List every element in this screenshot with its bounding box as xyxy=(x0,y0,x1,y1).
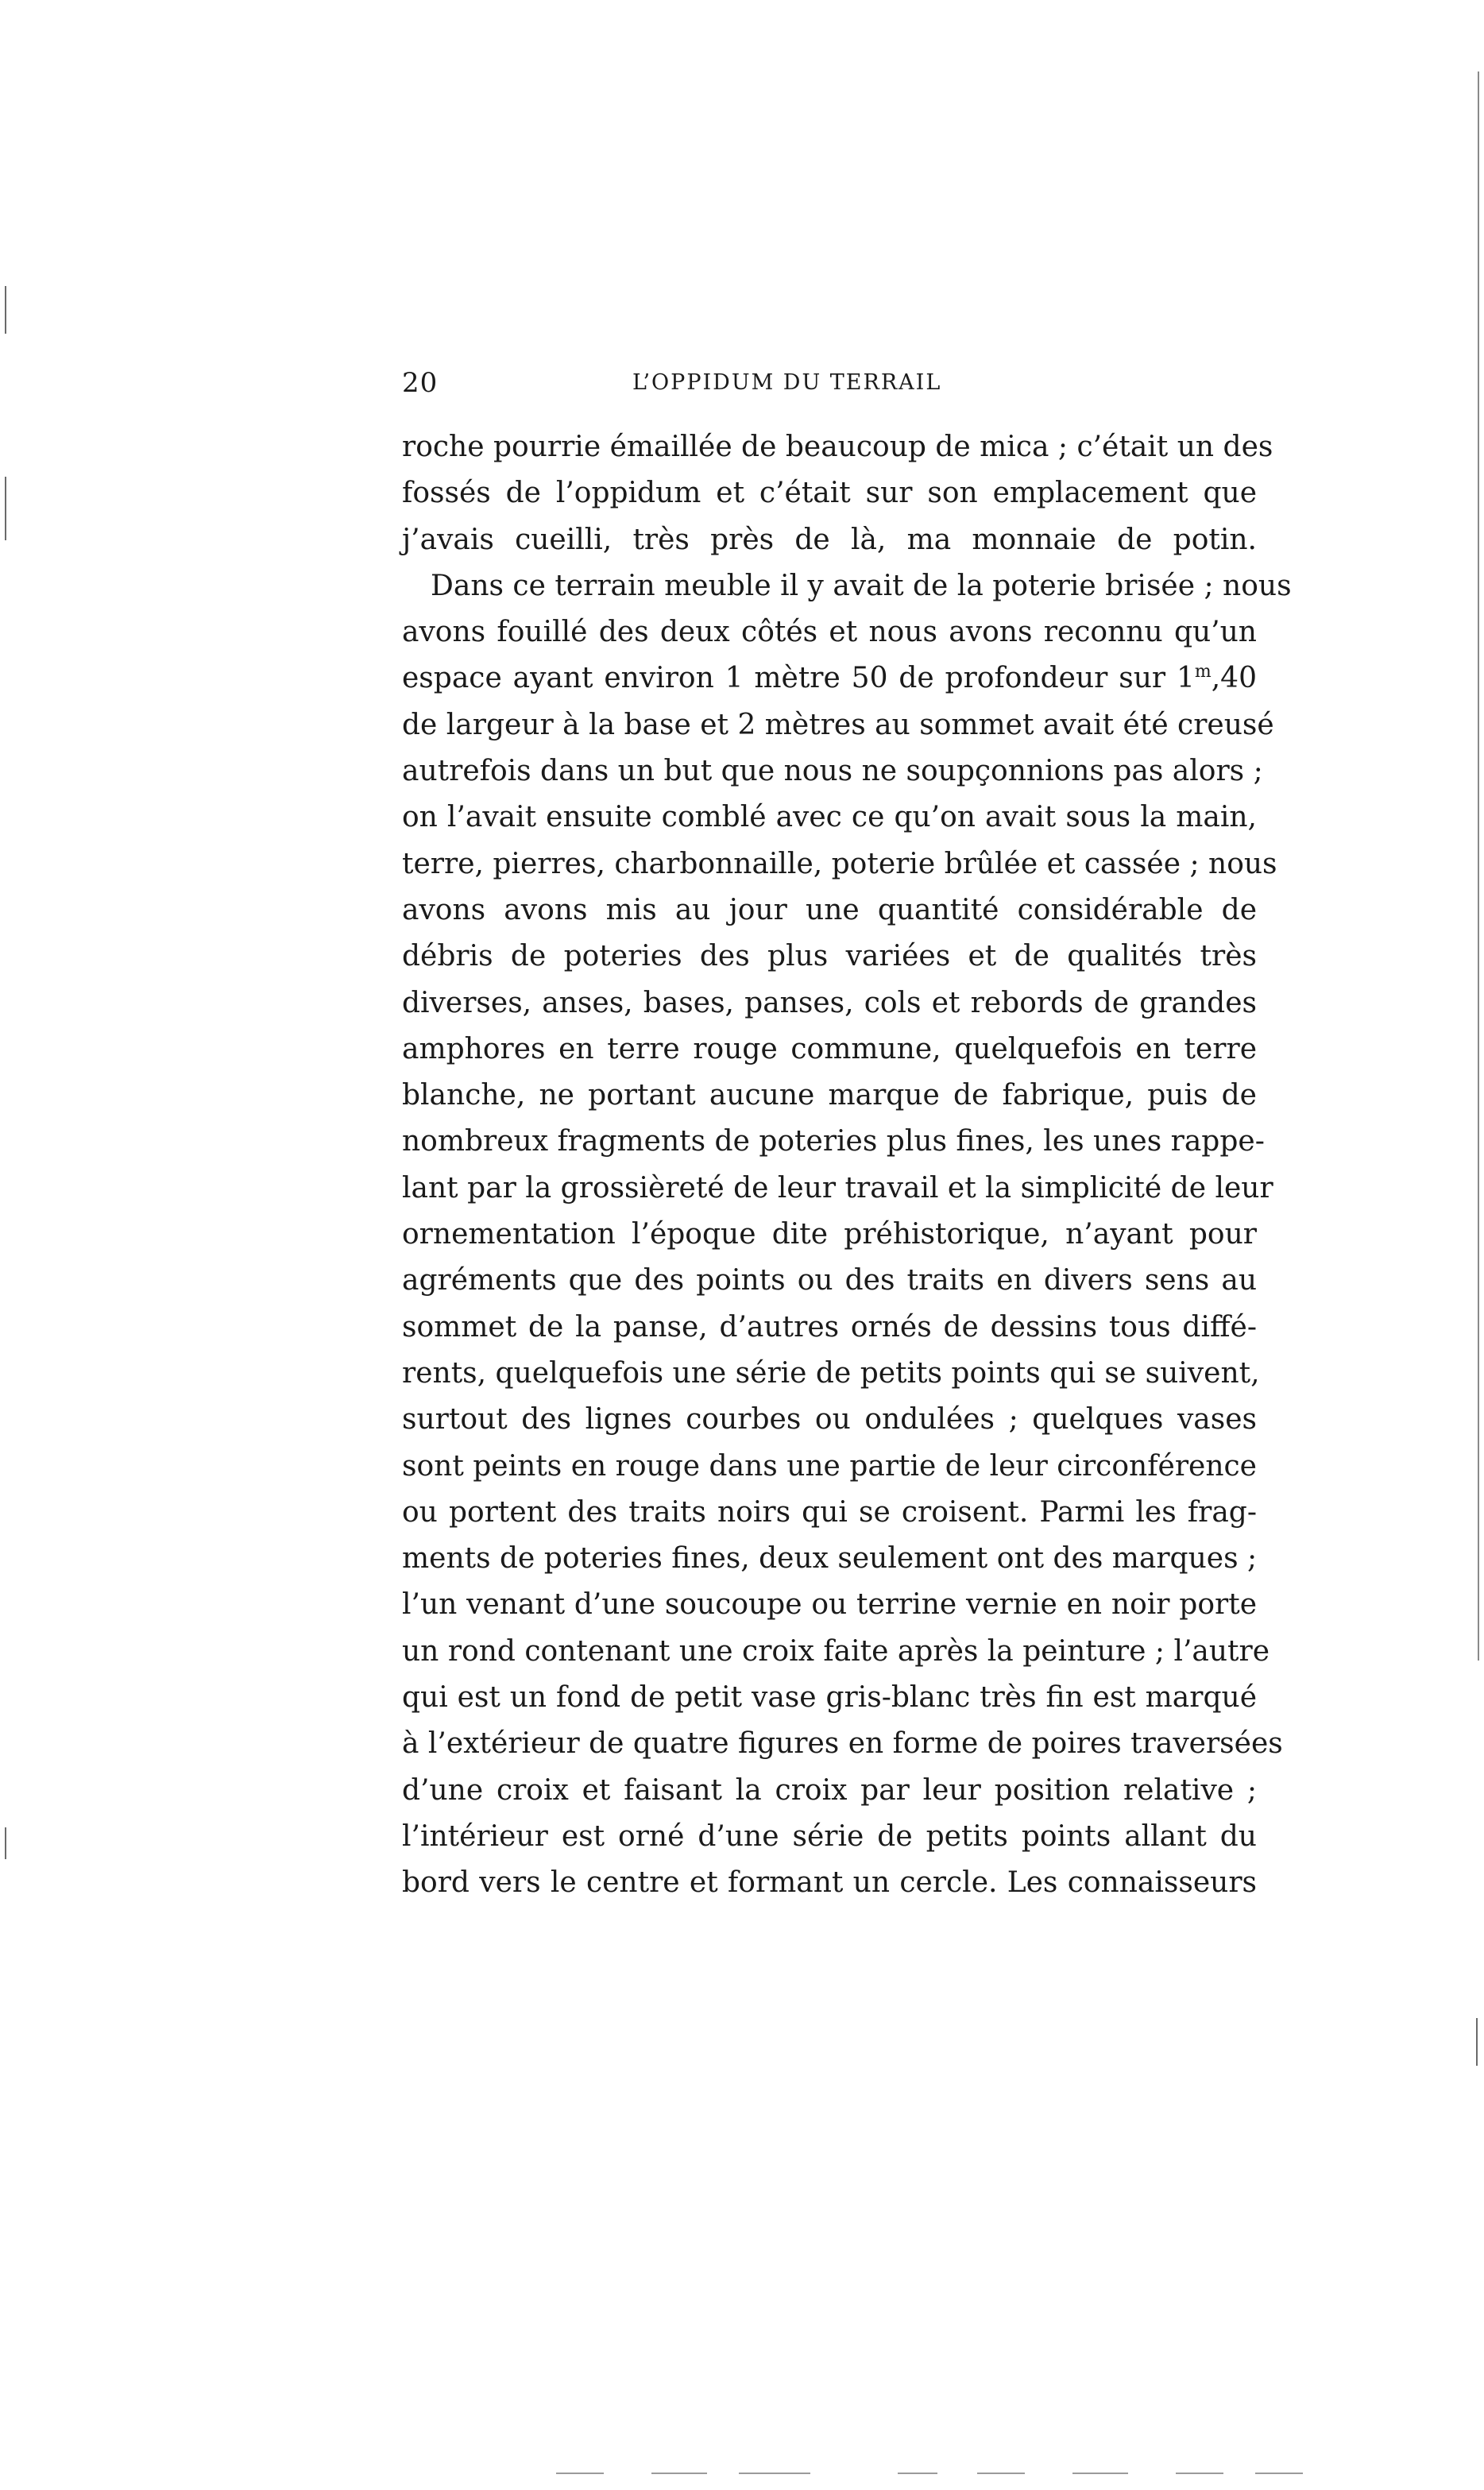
page-number: 20 xyxy=(402,367,439,399)
measure-superscript: m xyxy=(1194,662,1212,682)
text-line: l’intérieur est orné d’une série de petits points allant du xyxy=(402,1819,1257,1853)
text-line: ments de poteries fines, deux seulement ont des marques ; xyxy=(402,1542,1258,1576)
left-edge-mark xyxy=(5,477,6,540)
text-line: surtout des lignes courbes ou ondulées ; quelques vases xyxy=(402,1403,1257,1436)
text-line-with-measure xyxy=(402,655,1257,702)
text-line: avons avons mis au jour une quantité considérable de xyxy=(402,893,1257,926)
left-edge-mark xyxy=(5,286,6,334)
text-line: l’un venant d’une soucoupe ou terrine vernie en noir porte xyxy=(402,1588,1257,1622)
paragraph-first-line: Dans ce terrain meuble il y avait de la poterie brisée ; nous xyxy=(431,569,1292,602)
text-line: agréments que des points ou des traits en divers sens au xyxy=(402,1264,1257,1297)
right-edge-mark xyxy=(1478,72,1479,1661)
body-text xyxy=(402,424,1292,1907)
bottom-rule xyxy=(739,2473,810,2474)
bottom-rule xyxy=(977,2473,1025,2474)
measure-value: ,40 xyxy=(1211,662,1257,695)
text-line: à l’extérieur de quatre figures en forme de poires traversées xyxy=(402,1727,1283,1761)
text-line: j’avais cueilli, très près de là, ma monnaie de potin. xyxy=(402,523,1257,556)
text-line: lant par la grossièreté de leur travail et la simplicité de leur xyxy=(402,1171,1273,1204)
running-head xyxy=(402,367,1257,407)
text-line: blanche, ne portant aucune marque de fabrique, puis de xyxy=(402,1079,1257,1112)
text-line: ornementation l’époque dite préhistorique, n’ayant pour xyxy=(402,1218,1257,1251)
text-line: nombreux fragments de poteries plus fines, les unes rappe- xyxy=(402,1125,1265,1158)
bottom-rule xyxy=(1255,2473,1303,2474)
text-line: fossés de l’oppidum et c’était sur son emplacement que xyxy=(402,477,1257,510)
text-line: un rond contenant une croix faite après la peinture ; l’autre xyxy=(402,1634,1270,1668)
text-line: qui est un fond de petit vase gris-blanc très fin est marqué xyxy=(402,1681,1257,1715)
text-line: sont peints en rouge dans une partie de leur circonférence xyxy=(402,1449,1257,1483)
text-line: débris de poteries des plus variées et de qualités très xyxy=(402,940,1257,973)
text-line: rents, quelquefois une série de petits points qui se suivent, xyxy=(402,1356,1260,1390)
text-line: diverses, anses, bases, panses, cols et rebords de grandes xyxy=(402,986,1257,1019)
bottom-rule xyxy=(1176,2473,1223,2474)
left-edge-mark xyxy=(5,1827,6,1859)
text-line-part: espace ayant environ 1 mètre 50 de profondeur sur 1 xyxy=(402,662,1195,695)
text-line: autrefois dans un but que nous ne soupçonnions pas alors ; xyxy=(402,755,1263,788)
bottom-rule xyxy=(1072,2473,1128,2474)
text-line: roche pourrie émaillée de beaucoup de mica ; c’était un des xyxy=(402,431,1273,463)
text-line: de largeur à la base et 2 mètres au sommet avait été creusé xyxy=(402,708,1274,741)
text-line: on l’avait ensuite comblé avec ce qu’on avait sous la main, xyxy=(402,801,1257,834)
text-line: d’une croix et faisant la croix par leur position relative ; xyxy=(402,1773,1257,1807)
bottom-rule xyxy=(898,2473,937,2474)
text-line: sommet de la panse, d’autres ornés de dessins tous diffé- xyxy=(402,1310,1257,1344)
running-title: L’OPPIDUM DU TERRAIL xyxy=(632,370,942,395)
text-line: avons fouillé des deux côtés et nous avons reconnu qu’un xyxy=(402,616,1257,649)
bottom-rule xyxy=(556,2473,604,2474)
text-line: ou portent des traits noirs qui se croisent. Parmi les frag- xyxy=(402,1495,1257,1529)
text-line: bord vers le centre et formant un cercle. Les connaisseurs xyxy=(402,1866,1257,1900)
right-edge-mark xyxy=(1476,2018,1478,2066)
text-line: terre, pierres, charbonnaille, poterie brûlée et cassée ; nous xyxy=(402,847,1277,880)
bottom-rule xyxy=(651,2473,707,2474)
text-line: amphores en terre rouge commune, quelquefois en terre xyxy=(402,1032,1257,1065)
